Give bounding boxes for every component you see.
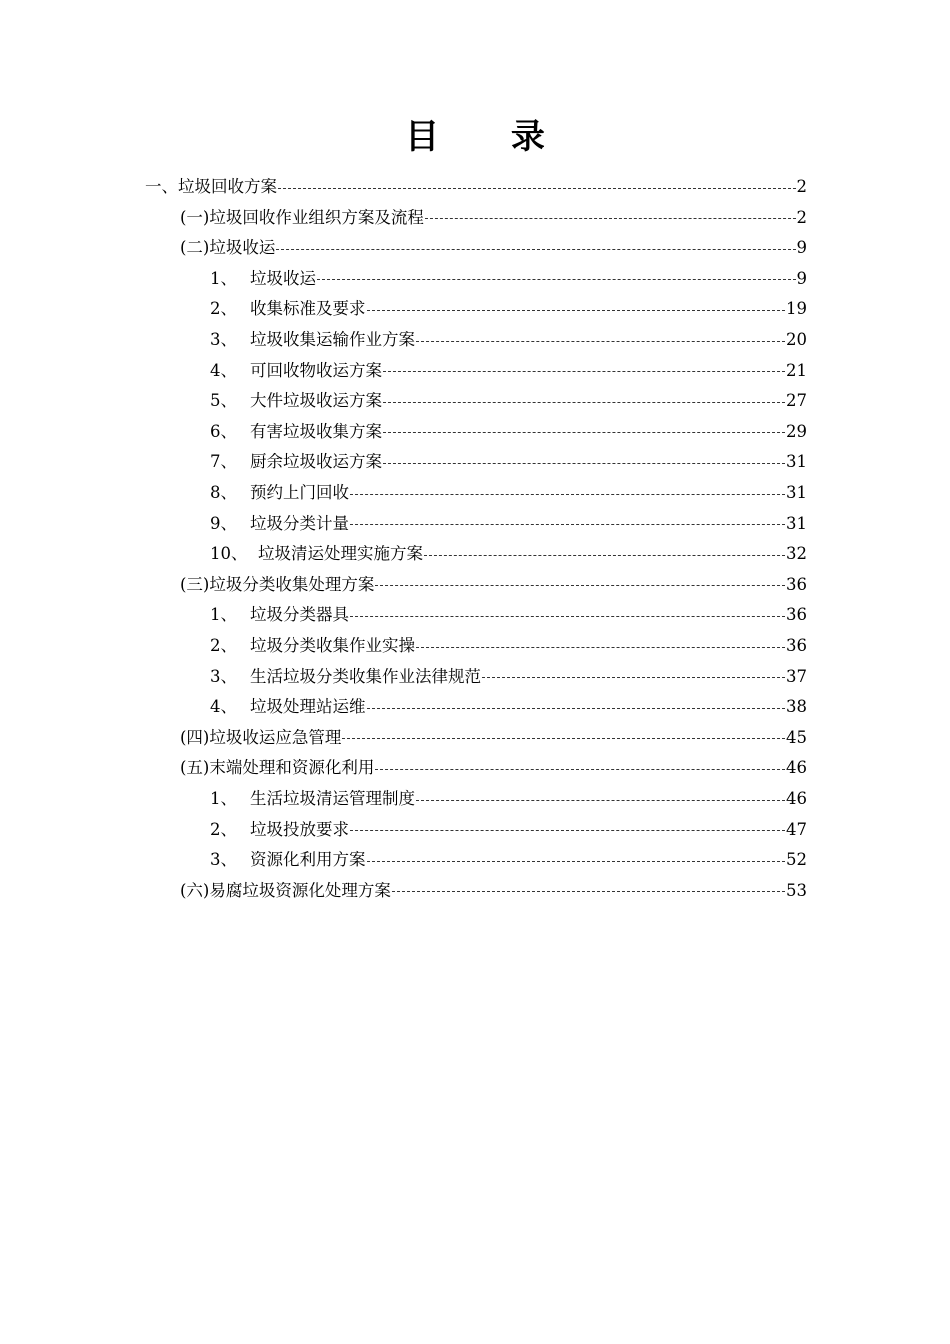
toc-leader-line [367, 310, 786, 311]
toc-entry-number: 6、 [210, 421, 237, 441]
toc-entry-page-number: 36 [786, 605, 807, 625]
toc-entry-number: 1、 [210, 268, 237, 288]
toc-entry-number: 一、 [145, 177, 178, 196]
toc-entry-page-number: 2 [796, 207, 807, 227]
toc-entry-number: 3、 [210, 850, 237, 870]
toc-entry-number: 2、 [210, 819, 237, 839]
toc-entry-number: 7、 [210, 452, 237, 472]
toc-leader-line [350, 524, 785, 525]
toc-entry-title: 垃圾清运处理实施方案 [258, 544, 423, 564]
toc-entry[interactable] [210, 845, 807, 875]
toc-leader-line [383, 371, 785, 372]
toc-leader-line [416, 800, 785, 801]
toc-entry-page-number: 36 [786, 574, 807, 594]
toc-entry[interactable] [180, 753, 807, 783]
toc-leader-line [375, 585, 785, 586]
toc-entry-title: 垃圾回收作业组织方案及流程 [209, 207, 424, 227]
toc-entry-title: 生活垃圾清运管理制度 [250, 789, 415, 808]
toc-entry-page-number: 27 [786, 391, 807, 411]
toc-entry-page-number: 19 [786, 299, 807, 319]
toc-entry[interactable] [210, 662, 807, 692]
toc-entry[interactable] [210, 447, 807, 477]
toc-entry-title: 大件垃圾收运方案 [250, 391, 382, 411]
toc-entry-number: (六) [180, 880, 210, 900]
toc-entry[interactable] [210, 356, 807, 386]
toc-entry-number: (二) [180, 238, 210, 258]
toc-entry-title: 生活垃圾分类收集作业法律规范 [250, 666, 481, 686]
toc-entry-title: 预约上门回收 [250, 483, 349, 502]
toc-entry-title: 末端处理和资源化利用 [209, 758, 375, 778]
toc-entry-title: 垃圾分类计量 [250, 513, 349, 533]
toc-entry[interactable] [210, 478, 807, 508]
toc-leader-line [383, 402, 785, 403]
toc-entry-number: 4、 [210, 697, 237, 717]
toc-leader-line [383, 432, 785, 433]
toc-entry-number: 5、 [210, 391, 237, 411]
toc-entry-number: 1、 [210, 789, 237, 808]
toc-entry[interactable] [210, 692, 807, 722]
toc-entry-number: 10、 [210, 544, 248, 564]
toc-leader-line [367, 708, 786, 709]
toc-entry-title: 垃圾分类器具 [250, 605, 349, 625]
toc-entry-title: 垃圾投放要求 [250, 819, 349, 839]
toc-entry-title: 垃圾处理站运维 [250, 697, 366, 717]
toc-entry-title: 垃圾分类收集作业实操 [250, 636, 415, 655]
toc-entry-number: (一) [180, 207, 210, 227]
toc-entry[interactable] [210, 417, 807, 447]
toc-entry-number: 3、 [210, 666, 237, 686]
toc-entry-title: 厨余垃圾收运方案 [250, 452, 382, 472]
toc-entry-page-number: 36 [786, 636, 807, 655]
toc-leader-line [367, 861, 786, 862]
toc-leader-line [276, 249, 795, 250]
toc-entry-page-number: 46 [786, 789, 807, 808]
toc-leader-line [416, 647, 785, 648]
toc-leader-line [350, 494, 785, 495]
toc-entry-page-number: 31 [786, 452, 807, 472]
toc-entry[interactable] [210, 294, 807, 324]
toc-entry-page-number: 21 [786, 360, 807, 380]
toc-leader-line [317, 279, 796, 280]
toc-leader-line [416, 341, 785, 342]
toc-entry-page-number: 2 [796, 177, 807, 196]
toc-entry[interactable] [210, 264, 807, 294]
toc-entry-page-number: 52 [786, 850, 807, 870]
page-title: 目 录 [405, 117, 575, 157]
toc-entry-page-number: 31 [786, 483, 807, 502]
toc-entry[interactable] [180, 233, 807, 263]
toc-entry[interactable] [180, 876, 807, 906]
toc-entry-title: 有害垃圾收集方案 [250, 421, 382, 441]
toc-entry-title: 易腐垃圾资源化处理方案 [209, 880, 391, 900]
toc-entry[interactable] [210, 325, 807, 355]
toc-entry-title: 垃圾收运应急管理 [209, 727, 342, 747]
toc-entry-number: 2、 [210, 636, 237, 655]
toc-entry-title: 垃圾收集运输作业方案 [250, 330, 415, 349]
toc-entry-page-number: 46 [786, 758, 807, 778]
toc-entry-title: 可回收物收运方案 [250, 360, 382, 380]
toc-leader-line [350, 616, 785, 617]
toc-leader-line [375, 769, 785, 770]
toc-entry[interactable] [210, 600, 807, 630]
toc-entry-title: 垃圾收运 [250, 268, 316, 288]
toc-entry[interactable] [210, 509, 807, 539]
toc-entry[interactable] [180, 570, 807, 600]
toc-entry-number: 8、 [210, 483, 237, 502]
toc-entry-number: 4、 [210, 360, 237, 380]
toc-entry-page-number: 9 [796, 268, 807, 288]
toc-leader-line [342, 738, 785, 739]
toc-leader-line [383, 463, 785, 464]
toc-entry-page-number: 47 [786, 819, 807, 839]
toc-entry-title: 垃圾分类收集处理方案 [209, 574, 375, 594]
toc-entry[interactable] [210, 815, 807, 845]
toc-entry-number: 1、 [210, 605, 237, 625]
toc-leader-line [350, 830, 785, 831]
toc-entry[interactable] [210, 539, 807, 569]
toc-leader-line [482, 677, 785, 678]
toc-entry[interactable] [210, 784, 807, 814]
toc-entry-title: 垃圾回收方案 [178, 177, 277, 196]
toc-entry-page-number: 38 [786, 697, 807, 717]
toc-entry-page-number: 53 [786, 880, 807, 900]
toc-entry-page-number: 20 [786, 330, 807, 349]
toc-entry-page-number: 32 [786, 544, 807, 564]
toc-entry[interactable] [180, 723, 807, 753]
toc-entry-number: (四) [180, 727, 210, 747]
toc-entry[interactable] [210, 386, 807, 416]
toc-leader-line [278, 188, 796, 189]
toc-entry-number: 9、 [210, 513, 237, 533]
toc-entry-page-number: 31 [786, 513, 807, 533]
toc-entry-number: 3、 [210, 330, 237, 349]
toc-entry-title: 垃圾收运 [209, 238, 276, 258]
toc-leader-line [425, 218, 796, 219]
toc-leader-line [424, 555, 785, 556]
toc-entry[interactable] [210, 631, 807, 661]
toc-leader-line [392, 891, 785, 892]
toc-entry-page-number: 45 [786, 727, 807, 747]
toc-entry[interactable] [145, 172, 807, 202]
toc-entry-title: 收集标准及要求 [250, 299, 366, 319]
toc-entry-number: 2、 [210, 299, 237, 319]
toc-entry-page-number: 37 [786, 666, 807, 686]
toc-entry-title: 资源化利用方案 [250, 850, 366, 870]
toc-entry-page-number: 9 [796, 238, 807, 258]
toc-entry-number: (三) [180, 574, 210, 594]
toc-entry[interactable] [180, 203, 807, 233]
toc-entry-number: (五) [180, 758, 210, 778]
toc-entry-page-number: 29 [786, 421, 807, 441]
